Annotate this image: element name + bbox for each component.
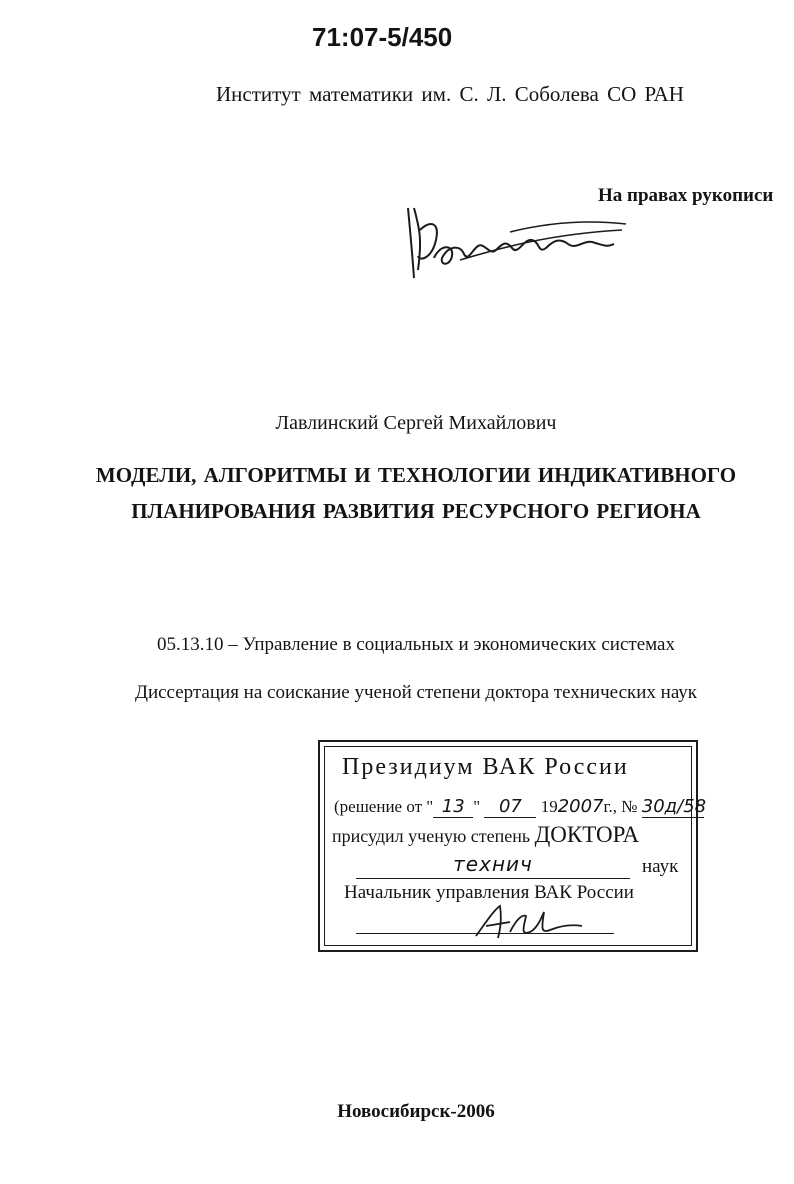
stamp-award-line — [332, 822, 639, 848]
decision-month: 07 — [484, 796, 536, 818]
decision-prefix: (решение от " — [334, 797, 434, 816]
decision-number: 30д/58 — [641, 796, 707, 817]
author-signature — [400, 200, 630, 290]
catalog-number: 71:07-5/450 — [312, 22, 453, 52]
science-field: технич — [453, 852, 533, 876]
stamp-signature-line — [356, 932, 614, 934]
decision-quote: " — [473, 797, 481, 816]
dissertation-title-line-2: ПЛАНИРОВАНИЯ РАЗВИТИЯ РЕСУРСНОГО РЕГИОНА — [131, 499, 701, 523]
specialty-code: 05.13.10 – Управление в социальных и экономических системах — [157, 634, 675, 655]
vak-stamp — [318, 740, 707, 952]
decision-year-prefix: 19 — [540, 797, 558, 816]
stamp-decision-line — [334, 796, 707, 818]
awarded-text: присудил ученую степень — [332, 826, 531, 846]
author-name: Лавлинский Сергей Михайлович — [275, 412, 557, 434]
manuscript-note: На правах рукописи — [598, 185, 774, 206]
decision-year-suffix: г., № — [603, 797, 638, 816]
decision-day: 13 — [433, 796, 473, 818]
decision-year-hand: 2007 — [557, 796, 604, 817]
head-signature — [470, 902, 590, 942]
degree-level: ДОКТОРА — [534, 822, 640, 847]
stamp-title: Президиум ВАК России — [342, 754, 629, 780]
city-year: Новосибирск-2006 — [337, 1101, 495, 1122]
stamp-nauk: наук — [642, 856, 679, 877]
stamp-head-title: Начальник управления ВАК России — [344, 882, 634, 903]
degree-statement: Диссертация на соискание ученой степени доктора технических наук — [134, 682, 698, 703]
institute-name: Институт математики им. С. Л. Соболева СО РАН — [216, 82, 684, 106]
stamp-field-line — [356, 852, 630, 879]
dissertation-title-line-1: МОДЕЛИ, АЛГОРИТМЫ И ТЕХНОЛОГИИ ИНДИКАТИВНОГО — [95, 463, 737, 487]
